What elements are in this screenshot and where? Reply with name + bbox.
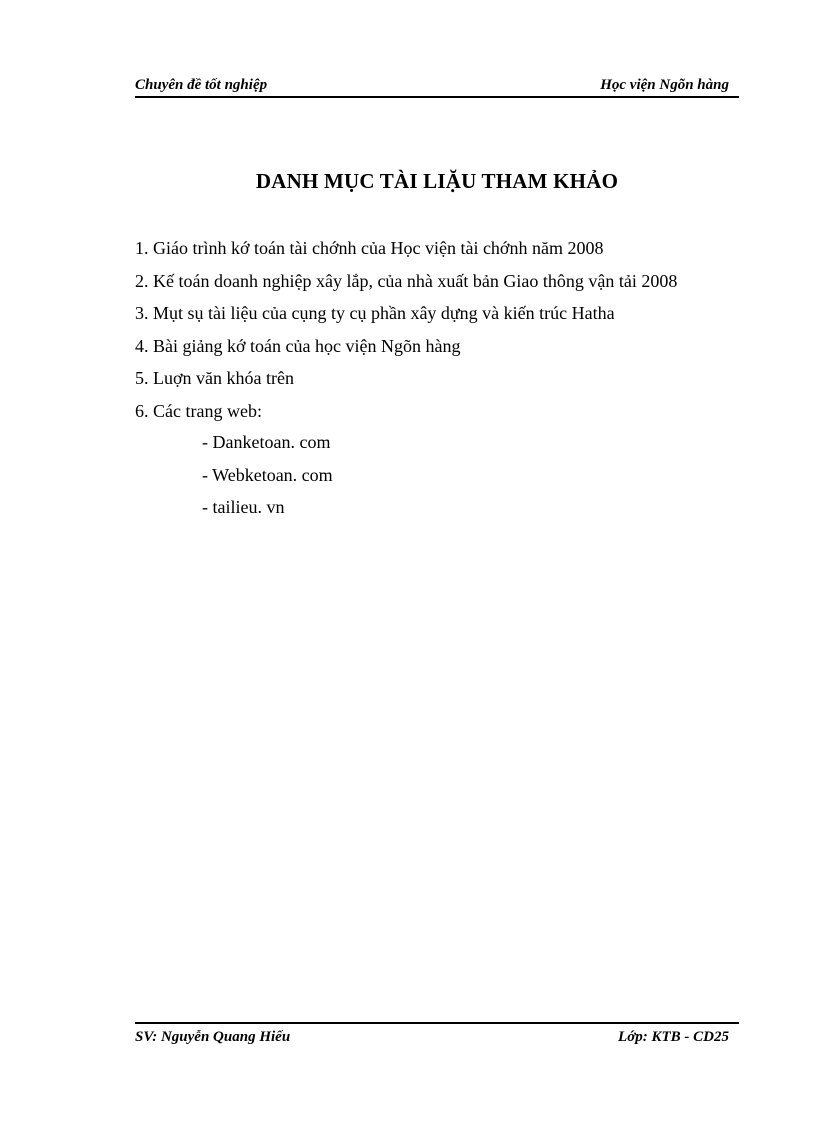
page-header <box>135 76 739 98</box>
reference-item: 5. Luợn văn khóa trên <box>135 368 294 388</box>
page-footer <box>135 1022 739 1048</box>
footer-class: Lớp: KTB - CD25 <box>618 1029 729 1045</box>
reference-item: 3. Mụt sụ tài liệu của cụng ty cụ phần xây dựng và kiến trúc Hatha <box>135 303 615 323</box>
website-item: - Danketoan. com <box>202 432 331 452</box>
reference-list <box>135 234 755 429</box>
reference-item: 6. Các trang web: <box>135 400 262 421</box>
header-document-type: Chuyên đề tốt nghiệp <box>135 77 268 93</box>
reference-item: 4. Bài giảng kớ toán của học viện Ngõn hàng <box>135 335 461 356</box>
website-item: - Webketoan. com <box>202 464 333 485</box>
reference-item: 1. Giáo trình kớ toán tài chớnh của Học viện tài chớnh năm 2008 <box>135 238 604 258</box>
website-item: - tailieu. vn <box>202 497 285 517</box>
footer-student-name: SV: Nguyễn Quang Hiếu <box>135 1029 291 1045</box>
reference-item: 2. Kế toán doanh nghiệp xây lắp, của nhà xuất bản Giao thông vận tải 2008 <box>135 270 678 291</box>
page-title: DANH MỤC TÀI LIẶU THAM KHẢO <box>255 169 619 193</box>
header-institution: Học viện Ngõn hàng <box>600 77 729 93</box>
website-list <box>202 428 333 526</box>
